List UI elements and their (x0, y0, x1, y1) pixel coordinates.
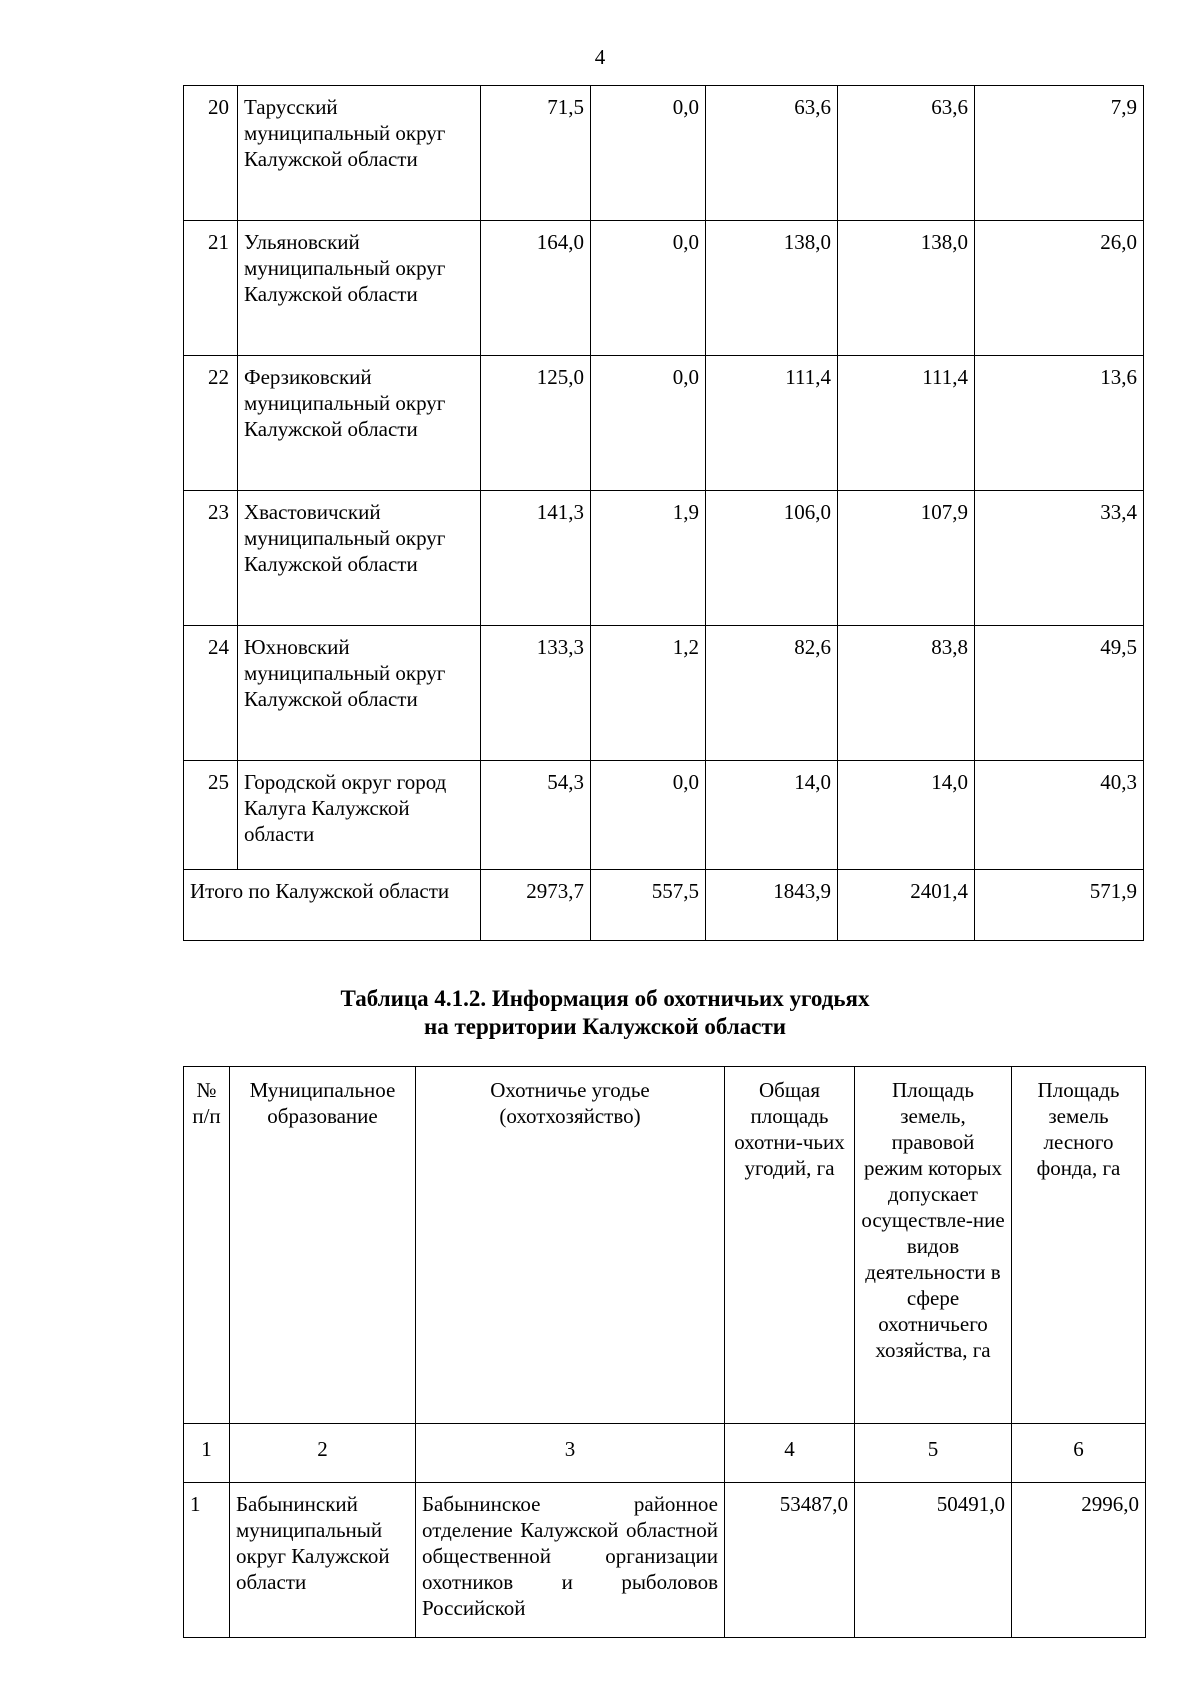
row-index: 22 (184, 356, 238, 491)
municipality-name: Городской округ город Калуга Калужской области (238, 761, 481, 870)
header-forest-area: Площадь земель лесного фонда, га (1012, 1067, 1146, 1424)
table-title-line: Таблица 4.1.2. Информация об охотничьих угодьях (340, 986, 870, 1011)
table-row (184, 86, 1144, 221)
value-cell: 0,0 (591, 86, 706, 221)
value-cell: 111,4 (706, 356, 838, 491)
total-area-value: 53487,0 (725, 1483, 855, 1638)
municipality-name: Ферзиковский муниципальный округ Калужской области (238, 356, 481, 491)
hunting-ground-name: Бабынинское районное отделение Калужской областной общественной организации охотников и рыболовов Российской (416, 1483, 725, 1638)
table-row (184, 356, 1144, 491)
header-hunting-ground: Охотничье угодье (охотхозяйство) (416, 1067, 725, 1424)
value-cell: 138,0 (838, 221, 975, 356)
page-number: 4 (594, 45, 606, 69)
value-cell: 82,6 (706, 626, 838, 761)
value-cell: 14,0 (838, 761, 975, 870)
header-num: № п/п (184, 1067, 230, 1424)
total-row (184, 870, 1144, 941)
row-index: 24 (184, 626, 238, 761)
table-row (184, 626, 1144, 761)
value-cell: 71,5 (481, 86, 591, 221)
permitted-area-value: 50491,0 (855, 1483, 1012, 1638)
municipality-name: Тарусский муниципальный округ Калужской области (238, 86, 481, 221)
municipality-name: Бабынинский муниципальный округ Калужской области (230, 1483, 416, 1638)
total-value: 2973,7 (481, 870, 591, 941)
value-cell: 0,0 (591, 761, 706, 870)
header-permitted-area: Площадь земель, правовой режим которых допускает осуществле-ние видов деятельности в сфере охотничьего хозяйства, га (855, 1067, 1012, 1424)
row-index: 20 (184, 86, 238, 221)
column-number: 4 (725, 1424, 855, 1483)
table-title-line: на территории Калужской области (423, 1014, 787, 1039)
municipality-name: Ульяновский муниципальный округ Калужской области (238, 221, 481, 356)
value-cell: 111,4 (838, 356, 975, 491)
column-number-row (184, 1424, 1146, 1483)
value-cell: 40,3 (975, 761, 1144, 870)
table-row (184, 491, 1144, 626)
row-index: 21 (184, 221, 238, 356)
table-row (184, 761, 1144, 870)
value-cell: 7,9 (975, 86, 1144, 221)
value-cell: 83,8 (838, 626, 975, 761)
value-cell: 14,0 (706, 761, 838, 870)
value-cell: 0,0 (591, 221, 706, 356)
table-row (184, 1483, 1146, 1638)
value-cell: 106,0 (706, 491, 838, 626)
value-cell: 33,4 (975, 491, 1144, 626)
total-value: 2401,4 (838, 870, 975, 941)
column-number: 5 (855, 1424, 1012, 1483)
value-cell: 0,0 (591, 356, 706, 491)
value-cell: 63,6 (706, 86, 838, 221)
total-value: 571,9 (975, 870, 1144, 941)
header-municipality: Муниципальное образование (230, 1067, 416, 1424)
total-label: Итого по Калужской области (184, 870, 481, 941)
value-cell: 63,6 (838, 86, 975, 221)
column-number: 3 (416, 1424, 725, 1483)
municipality-name: Хвастовичский муниципальный округ Калужской области (238, 491, 481, 626)
row-index: 1 (184, 1483, 230, 1638)
forest-area-value: 2996,0 (1012, 1483, 1146, 1638)
value-cell: 13,6 (975, 356, 1144, 491)
municipality-name: Юхновский муниципальный округ Калужской области (238, 626, 481, 761)
value-cell: 125,0 (481, 356, 591, 491)
total-value: 557,5 (591, 870, 706, 941)
value-cell: 133,3 (481, 626, 591, 761)
value-cell: 1,9 (591, 491, 706, 626)
column-number: 2 (230, 1424, 416, 1483)
value-cell: 49,5 (975, 626, 1144, 761)
value-cell: 26,0 (975, 221, 1144, 356)
value-cell: 164,0 (481, 221, 591, 356)
header-row (184, 1067, 1146, 1424)
value-cell: 54,3 (481, 761, 591, 870)
total-value: 1843,9 (706, 870, 838, 941)
value-cell: 138,0 (706, 221, 838, 356)
value-cell: 1,2 (591, 626, 706, 761)
header-total-area: Общая площадь охотни-чьих угодий, га (725, 1067, 855, 1424)
land-area-table (183, 85, 1144, 941)
column-number: 1 (184, 1424, 230, 1483)
hunting-grounds-table (183, 1066, 1146, 1638)
row-index: 25 (184, 761, 238, 870)
column-number: 6 (1012, 1424, 1146, 1483)
value-cell: 107,9 (838, 491, 975, 626)
row-index: 23 (184, 491, 238, 626)
table-title (0, 985, 1200, 1041)
value-cell: 141,3 (481, 491, 591, 626)
table-row (184, 221, 1144, 356)
